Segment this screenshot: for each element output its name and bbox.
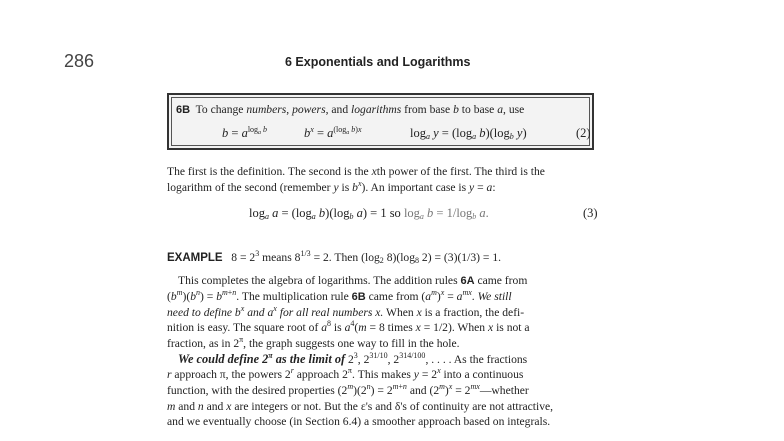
rule-equation-3: $\log_a y = (\log_a$ $b)(\log_b$ y) bbox=[410, 126, 527, 141]
para1-line2: logarithm of the second (remember y is $b^x$). An important case is y = a: bbox=[167, 179, 496, 194]
para2-line10: and we eventually choose (in Section 6.4) a smoother approach based on integrals. bbox=[167, 415, 551, 428]
para2-line3: need to define $b^x$ and $a^x$ for all real numbers x. When x is a fraction, the defi- bbox=[167, 304, 525, 319]
para1-line1: The first is the definition. The second is the xth power of the first. The third is the bbox=[167, 165, 545, 178]
rule-equation-1: $b = a^{log_a b}$ bbox=[222, 125, 268, 140]
rule-label: 6B bbox=[176, 104, 191, 116]
para2-line1: This completes the algebra of logarithms. The addition rules 6A came from bbox=[178, 274, 528, 287]
para2-line7: r approach π, the powers 2$^r$ approach $2^\pi$. This makes $y = 2^x$ into a continuous bbox=[167, 366, 524, 381]
para2-line4: nition is easy. The square root of $a^8$ is $a^4(m = 8$ times x = 1/2). When x is not a bbox=[167, 319, 530, 334]
para2-line5: fraction, as in $2^\pi$, the graph suggests one way to fill in the hole. bbox=[167, 335, 460, 350]
para2-line9: m and n and x are integers or not. But the ε's and δ's of continuity are not attractive, bbox=[167, 400, 554, 413]
page-number: 286 bbox=[64, 51, 95, 71]
para2-line6: We could define $2^\pi$ as the limit of $2^3$, $2^{31/10}$, $2^{314/100}$, . . . . As the fractions bbox=[178, 351, 528, 366]
equation-3: $\log_a a = (\log_a$ $b)(\log_b$ a) = 1 so $\log_a b = 1/\log_b$ a. bbox=[249, 206, 489, 221]
chapter-title: 6 Exponentials and Logarithms bbox=[285, 55, 471, 69]
rule-intro: 6B To change numbers, powers, and logarithms from base b to base a, use bbox=[176, 103, 525, 116]
equation-tag-2: (2) bbox=[576, 126, 591, 140]
rule-box-6b bbox=[167, 93, 594, 150]
example-label: EXAMPLE bbox=[167, 252, 223, 264]
rule-equation-2: $b^x = a^{(log_a b)x}$ bbox=[304, 125, 362, 140]
para2-line2: $(b^m)(b^n) = b^{m+n}$. The multiplication rule 6B came from $(a^m)^x = a^{mx}$. We still bbox=[167, 288, 512, 303]
equation-tag-3: (3) bbox=[583, 206, 598, 220]
example-line: EXAMPLE $8 = 2^3$ means $8^{1/3} = 2$. Then ($\log_2$ $8)(\log_8$ 2) = (3)(1/3) = 1. bbox=[167, 249, 502, 265]
para2-line8: function, with the desired properties $(2^m)(2^n) = 2^{m+n}$ and $(2^m)^x$ = $2^{mx}—whether$ bbox=[167, 382, 529, 397]
